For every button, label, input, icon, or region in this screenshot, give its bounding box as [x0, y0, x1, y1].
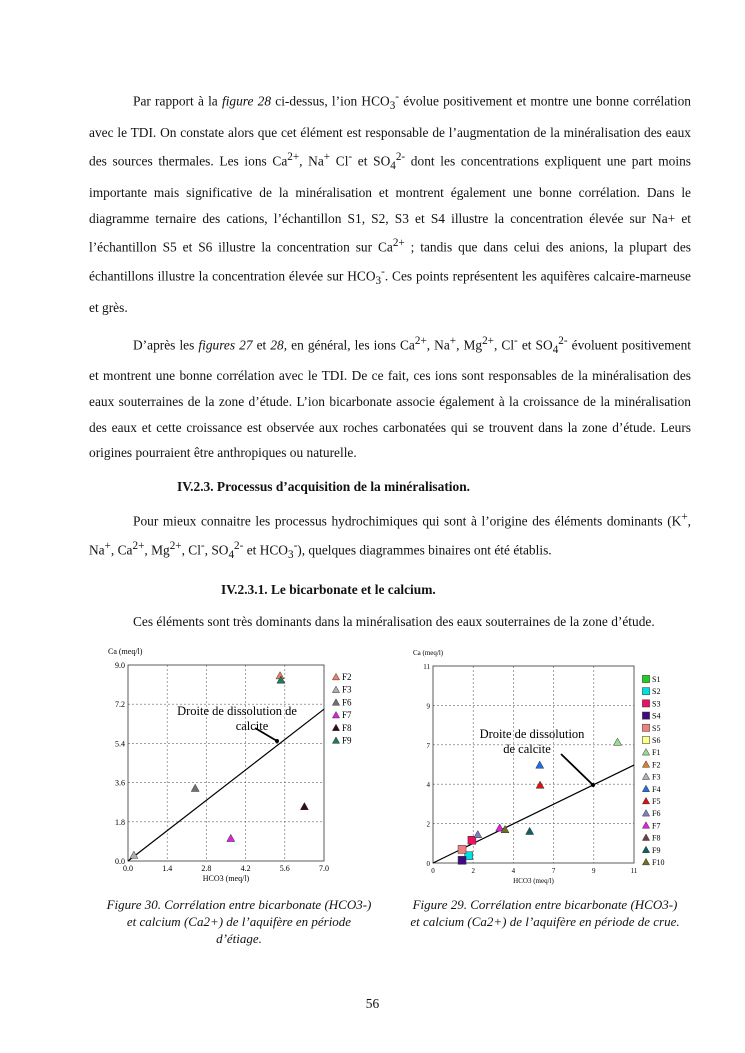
data-point-F6 [474, 831, 482, 838]
x-tick-label: 9 [592, 867, 596, 876]
x-tick-label: 4.2 [240, 864, 251, 874]
paragraph-1: Par rapport à la figure 28 ci-dessus, l’ion $HCO_3^-$ évolue positivement et montre une bonne corrélation avec le TDI. On constate alors que cet élément est responsable de l’augmentation de la minéralisation des eaux des sources thermales. Les ions $Ca^{2+}$, Na+ Cl- et $SO_4^{2-}$ dont les concentrations expliquent une part moins importante mais significative de la minéralisation et montrent également une bonne corrélation. Dans le diagramme ternaire des cations, l’échantillon S1, S2, S3 et S4 illustre la concentration élevée sur Na+ et l’échantillon S5 et S6 illustre la concentration sur $Ca^{2+}$ ; tandis que dans celui des anions, la plupart des échantillons illustre la concentration élevée sur $HCO_3^-$. Ces points représentent les aquifères calcaire-marneuse et grès. [89, 91, 691, 316]
legend-marker-F6 [332, 699, 339, 705]
data-point-S4 [458, 857, 466, 865]
y-tick-label: 11 [423, 663, 430, 672]
annotation-arrow-head [275, 739, 279, 743]
y-tick-label: 1.8 [115, 818, 125, 828]
legend-label-F5: F5 [652, 797, 661, 807]
x-tick-label: 0 [431, 867, 435, 876]
calcite-dissolution-line [128, 710, 324, 862]
legend-marker-S2 [642, 688, 649, 695]
legend-label-F10: F10 [652, 858, 665, 868]
legend-marker-F6 [642, 810, 649, 816]
annotation-text: calcite [235, 719, 269, 734]
legend-label-F9: F9 [652, 846, 661, 856]
plot-frame [433, 666, 634, 863]
data-point-F7 [227, 835, 235, 842]
y-tick-label: 0.0 [115, 857, 125, 867]
legend-marker-F7 [332, 712, 339, 718]
annotation-text: Droite de dissolution de [177, 704, 297, 719]
y-tick-label: 0 [426, 860, 430, 869]
figure-30-caption: Figure 30. Corrélation entre bicarbonate (HCO3-) et calcium (Ca2+) de l’aquifère en période d’étiage. [106, 897, 372, 947]
legend-marker-F5 [642, 798, 649, 804]
paragraph-3: Pour mieux connaitre les processus hydrochimiques qui sont à l’origine des éléments dominants (K+, Na+, $Ca^{2+}$, $Mg^{2+}$, Cl-, $SO_4^{2-}$ et $HCO_3^-$), quelques diagrammes binaires ont été établis. [89, 511, 691, 562]
body-text-top [89, 85, 691, 466]
legend-marker-F10 [642, 859, 649, 865]
charts-row [0, 642, 745, 894]
x-tick-label: 11 [630, 867, 638, 876]
x-axis-label: HCO3 (meq/l) [202, 874, 250, 884]
x-tick-label: 7 [551, 867, 556, 876]
page-number: 56 [365, 996, 380, 1012]
x-tick-label: 4 [511, 867, 516, 876]
legend-label-F2: F2 [342, 672, 352, 683]
x-tick-label: 5.6 [279, 864, 290, 874]
legend-marker-F9 [642, 847, 649, 853]
legend-label-F9: F9 [342, 735, 352, 746]
y-axis-label: Ca (meq/l) [108, 647, 143, 657]
chart-crue [410, 645, 680, 890]
x-tick-label: 7.0 [319, 864, 329, 874]
legend-marker-F3 [332, 686, 339, 692]
y-tick-label: 9.0 [115, 661, 125, 671]
y-tick-label: 2 [426, 820, 430, 829]
legend-label-F3: F3 [342, 685, 352, 696]
annotation-text: de calcite [503, 742, 551, 757]
legend-label-S6: S6 [652, 736, 661, 746]
y-axis-label: Ca (meq/l) [413, 649, 444, 658]
legend-label-F6: F6 [342, 697, 352, 708]
legend-marker-F7 [642, 822, 649, 828]
legend-marker-S1 [642, 676, 649, 683]
data-point-S5 [458, 846, 466, 854]
data-point-F5 [536, 781, 544, 788]
section-heading: IV.2.3. Processus d’acquisition de la minéralisation. [177, 478, 471, 494]
legend-label-F7: F7 [652, 821, 661, 831]
y-tick-label: 9 [426, 702, 430, 711]
legend-label-F3: F3 [652, 772, 661, 782]
x-tick-label: 2 [471, 867, 475, 876]
legend-label-F7: F7 [342, 710, 352, 721]
chart-etiage [100, 642, 370, 892]
captions-row [0, 896, 745, 956]
legend-marker-F1 [642, 749, 649, 755]
legend-label-S1: S1 [652, 675, 661, 685]
subsection-heading: IV.2.3.1. Le bicarbonate et le calcium. [221, 582, 436, 598]
x-axis-label: HCO3 (meq/l) [513, 877, 554, 886]
annotation-arrow [561, 754, 593, 785]
legend-label-S4: S4 [652, 711, 661, 721]
legend-label-F8: F8 [342, 723, 352, 734]
legend-marker-F2 [332, 674, 339, 680]
paragraph-4: Ces éléments sont très dominants dans la minéralisation des eaux souterraines de la zone d’étude. [133, 613, 655, 629]
annotation-text: Droite de dissolution [479, 727, 585, 742]
x-tick-label: 0.0 [123, 864, 133, 874]
figure-29-caption: Figure 29. Corrélation entre bicarbonate (HCO3-) et calcium (Ca2+) de l’aquifère en période de crue. [410, 897, 680, 930]
legend-marker-F8 [332, 725, 339, 731]
legend-marker-S3 [642, 700, 649, 707]
data-point-F9 [526, 828, 534, 835]
legend-label-S2: S2 [652, 687, 661, 697]
y-tick-label: 5.4 [115, 739, 125, 749]
legend-label-S5: S5 [652, 724, 661, 734]
legend-marker-F3 [642, 773, 649, 779]
legend-marker-F2 [642, 761, 649, 767]
y-tick-label: 7 [426, 742, 430, 751]
legend-marker-S5 [642, 725, 649, 732]
data-point-F4 [536, 761, 544, 768]
x-tick-label: 2.8 [201, 864, 212, 874]
y-tick-label: 4 [426, 781, 430, 790]
y-tick-label: 7.2 [115, 700, 125, 710]
annotation-arrow-head [591, 783, 595, 787]
legend-label-F2: F2 [652, 760, 661, 770]
legend-marker-F8 [642, 834, 649, 840]
legend-marker-S4 [642, 712, 649, 719]
legend-marker-S6 [642, 737, 649, 744]
paragraph-3-wrap [89, 505, 691, 569]
legend-label-F4: F4 [652, 785, 661, 795]
legend-label-F6: F6 [652, 809, 661, 819]
data-point-F6 [191, 785, 199, 792]
paragraph-4-wrap [89, 609, 691, 635]
paragraph-2: D’après les figures 27 et 28, en général, les ions $Ca^{2+}$, Na+, $Mg^{2+}$, Cl- et $SO_4^{2-}$ évoluent positivement et montrent une bonne corrélation avec le TDI. De ce fait, ces ions sont responsables de la minéralisation des eaux souterraines de la zone d’étude. L’ion bicarbonate associe également à la croissance de la minéralisation des eaux et cette croissance est observée aux roches carbonatées qui se trouvent dans la zone d’étude. Leurs origines pourraient être anthropiques ou naturelle. [89, 334, 691, 461]
legend-label-F8: F8 [652, 833, 661, 843]
data-point-F8 [300, 803, 308, 810]
legend-marker-F9 [332, 737, 339, 743]
legend-label-S3: S3 [652, 699, 661, 709]
legend-label-F1: F1 [652, 748, 661, 758]
plot-frame [128, 665, 324, 861]
y-tick-label: 3.6 [115, 778, 125, 788]
x-tick-label: 1.4 [162, 864, 173, 874]
data-point-F1 [614, 738, 622, 745]
legend-marker-F4 [642, 786, 649, 792]
